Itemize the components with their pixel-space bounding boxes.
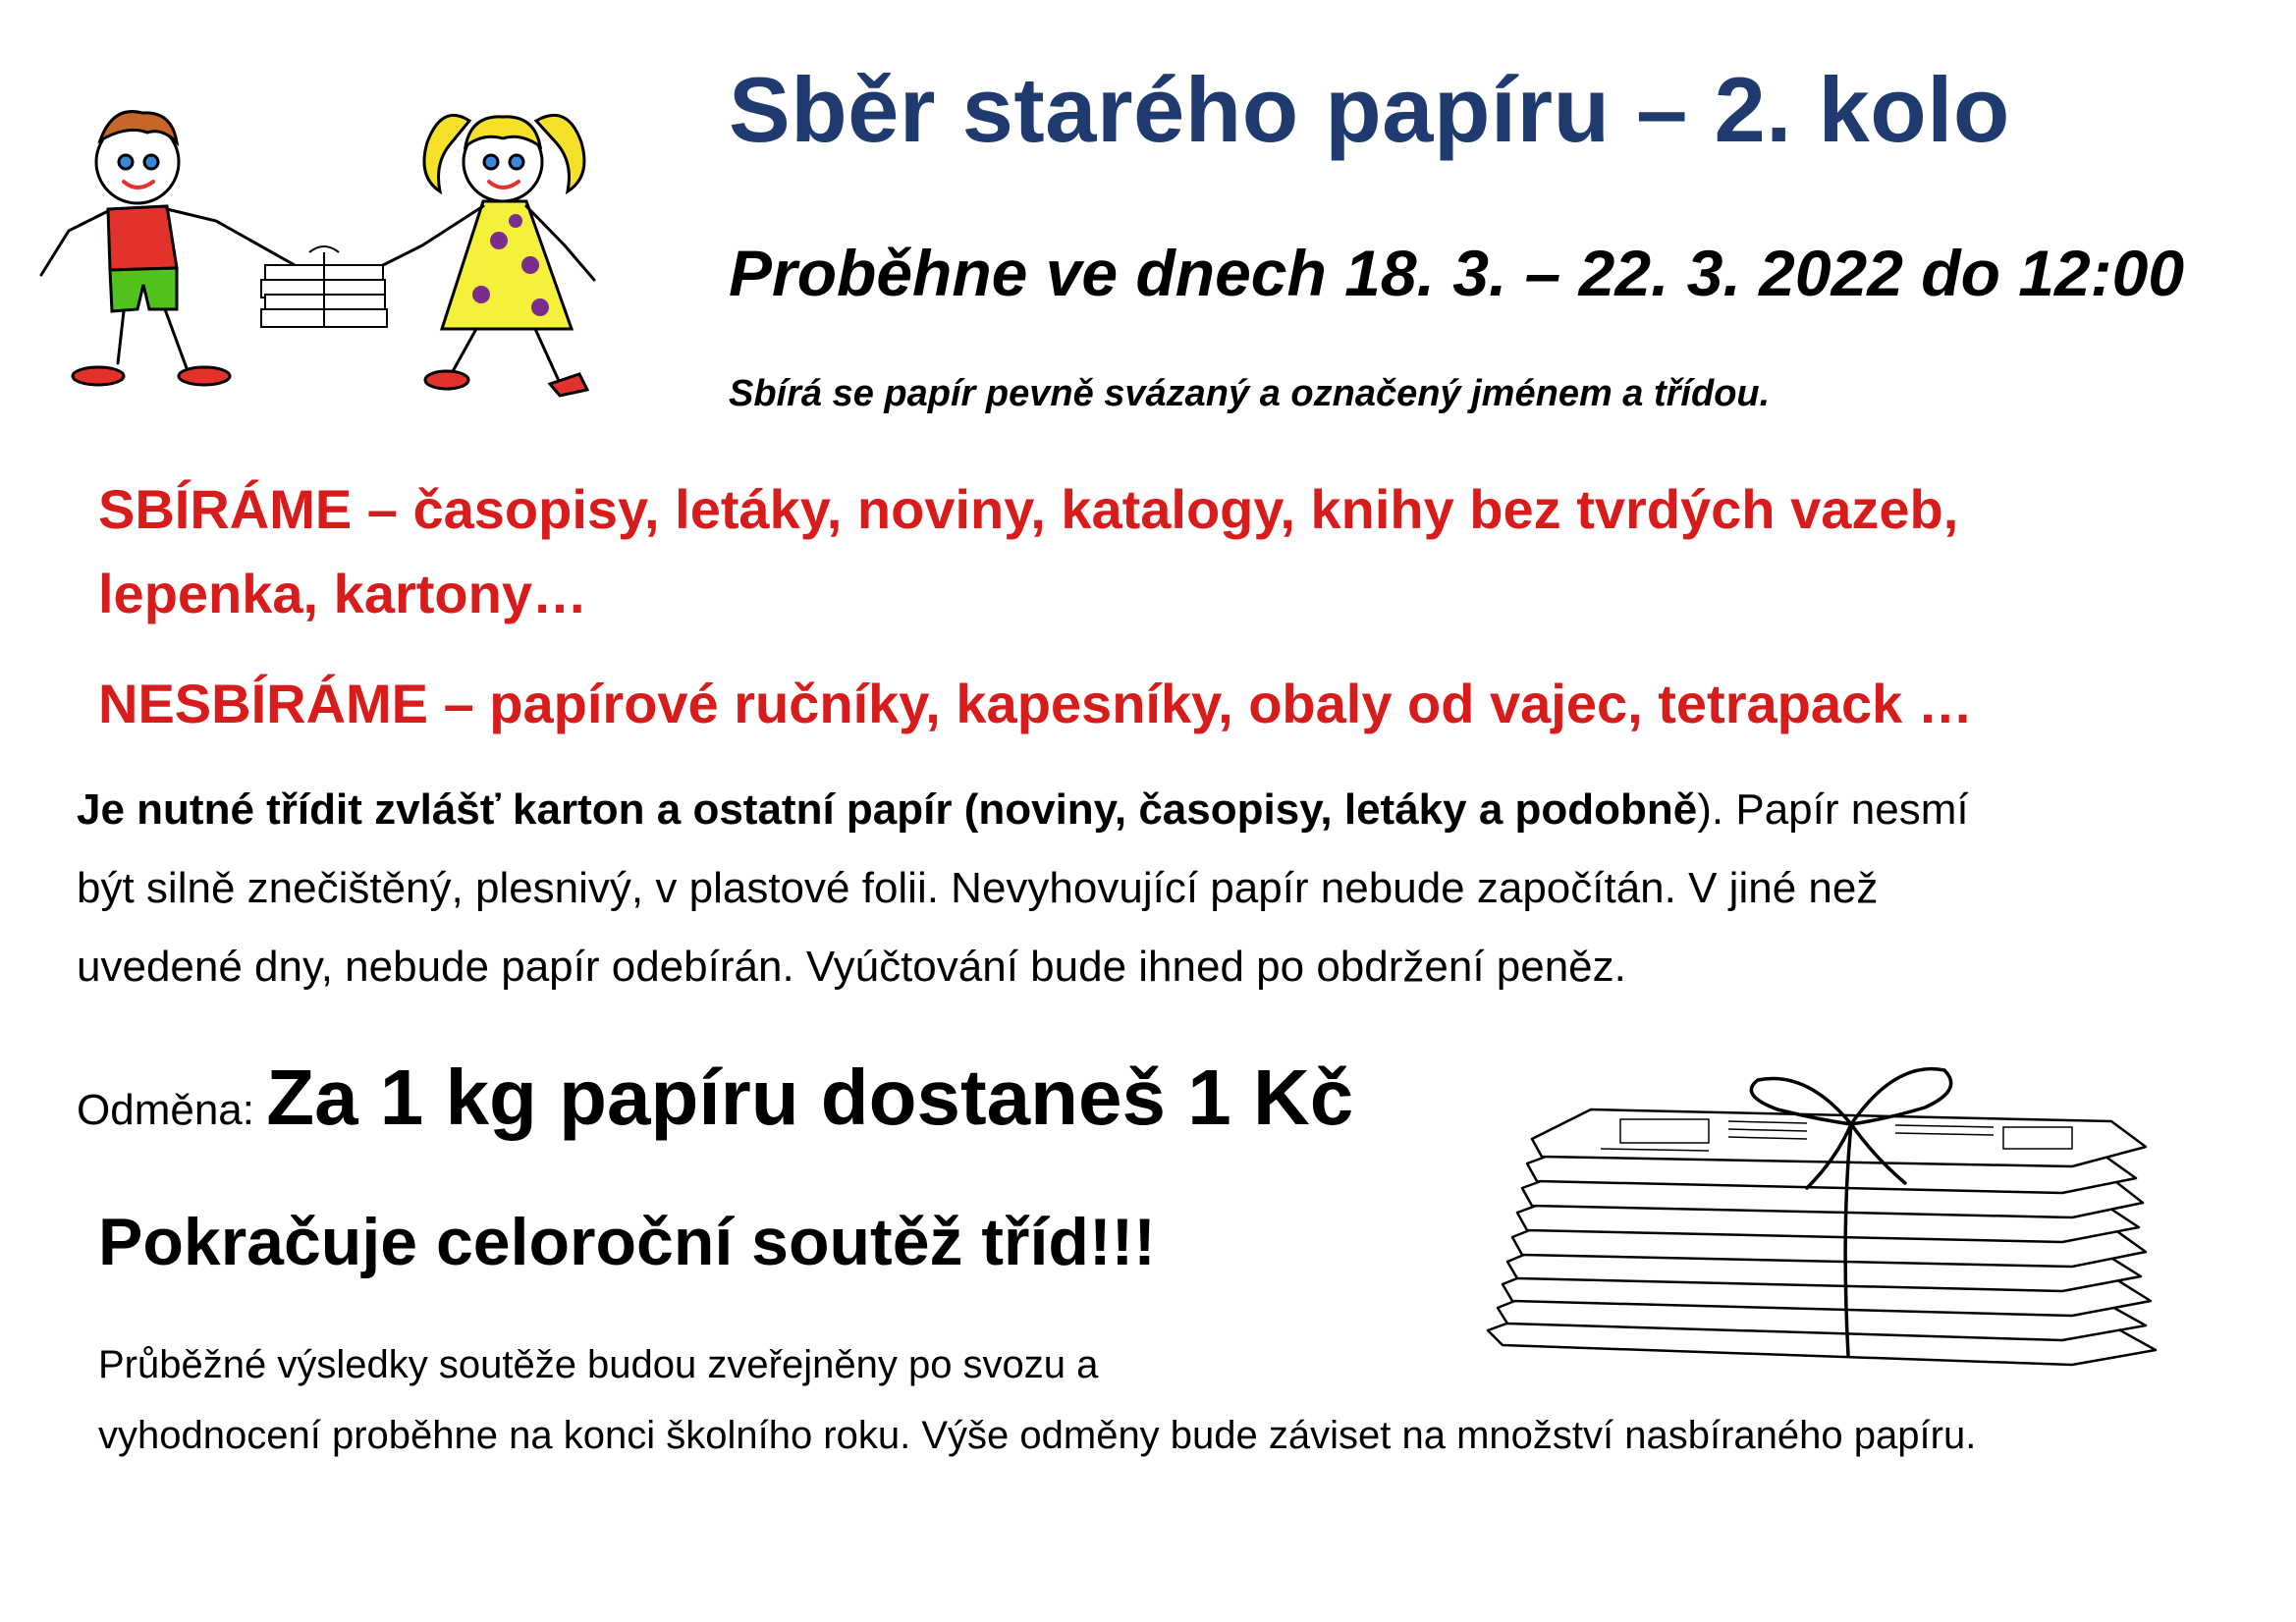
- event-date: Proběhne ve dnech 18. 3. – 22. 3. 2022 do 12:00: [729, 237, 2185, 309]
- results-line-2: vyhodnocení proběhne na konci školního roku. Výše odměny bude záviset na množství nasbíraného papíru.: [98, 1414, 1977, 1457]
- reward-line: [77, 1053, 1353, 1143]
- rules-paragraph-line-1: [77, 785, 1969, 835]
- reward-value: Za 1 kg papíru dostaneš 1 Kč: [266, 1054, 1354, 1141]
- girl-figure: [383, 115, 594, 396]
- kids-carrying-paper-illustration: [29, 83, 609, 417]
- rules-line-1-rest: ). Papír nesmí: [1697, 785, 1969, 834]
- results-line-1: Průběžné výsledky soutěže budou zveřejněny po svozu a: [98, 1343, 1099, 1386]
- collected-items-line-2: lepenka, kartony…: [98, 563, 587, 624]
- rules-paragraph-line-2: být silně znečištěný, plesnivý, v plastové folii. Nevyhovující papír nebude započítán. V jiné než: [77, 864, 1879, 912]
- rules-emphasis: Je nutné třídit zvlášť karton a ostatní papír (noviny, časopisy, letáky a podobně: [77, 785, 1698, 834]
- reward-label: Odměna:: [77, 1086, 267, 1134]
- collection-note: Sbírá se papír pevně svázaný a označený jménem a třídou.: [729, 373, 1771, 414]
- not-collected-items: NESBÍRÁME – papírové ručníky, kapesníky, obaly od vajec, tetrapack …: [98, 673, 1973, 734]
- boy-figure: [41, 112, 295, 385]
- contest-heading: Pokračuje celoroční soutěž tříd!!!: [98, 1205, 1156, 1279]
- rules-paragraph-line-3: uvedené dny, nebude papír odebírán. Vyúčtování bude ihned po obdržení peněz.: [77, 943, 1626, 991]
- collected-items-line-1: SBÍRÁME – časopisy, letáky, noviny, katalogy, knihy bez tvrdých vazeb,: [98, 478, 1959, 540]
- newspaper-bundle-illustration: [1483, 1051, 2160, 1384]
- page-title: Sběr starého papíru – 2. kolo: [729, 58, 2010, 161]
